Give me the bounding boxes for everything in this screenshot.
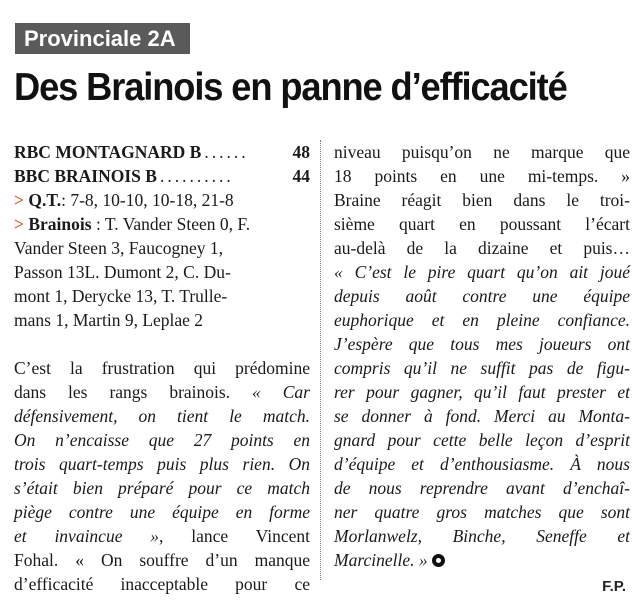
triangle-arrow-icon: >	[14, 214, 24, 234]
article-line: sième quart en poussant l’écart	[334, 214, 630, 234]
article-line: Marcinelle. »	[334, 548, 630, 572]
article-line: s’était bien préparé pour ce match	[14, 478, 310, 498]
article-line: ner quatre gros matches que sont	[334, 502, 630, 522]
quarter-scores	[14, 188, 310, 212]
leader-dots: ......	[204, 142, 249, 162]
byline: F.P.	[602, 578, 626, 595]
article-line: d’équipe et d’enthousiasme. À nous	[334, 454, 630, 474]
article-line: On n’encaisse que 27 points en	[14, 430, 310, 450]
article-line: se donner à fond. Merci au Monta-	[334, 406, 630, 426]
article-line: Braine réagit bien dans le troi-	[334, 190, 630, 210]
lineup-line: Passon 13L. Dumont 2, C. Du-	[14, 262, 231, 282]
left-column	[14, 140, 310, 596]
article-line: 18 points en une mi-temps. »	[334, 166, 630, 186]
result-row-away	[14, 164, 310, 188]
lineup-line: mans 1, Martin 9, Leplae 2	[14, 310, 204, 330]
team-name: BBC BRAINOIS B	[14, 166, 157, 186]
article-line: piège contre une équipe en forme	[14, 502, 310, 522]
article-line: Fohal. « On souffre d’un manque	[14, 550, 310, 570]
headline: Des Brainois en panne d’efficacité	[14, 66, 567, 109]
article-line: d’efficacité inacceptable pour ce	[14, 574, 310, 594]
section-kicker: Provinciale 2A	[15, 23, 190, 54]
article-line: Morlanwelz, Binche, Seneffe et	[334, 526, 630, 546]
article-body-right	[334, 140, 630, 572]
lineup-line: > Brainois : T. Vander Steen 0, F.	[14, 214, 251, 234]
lineup-label: Brainois	[28, 214, 92, 234]
end-of-article-icon	[432, 554, 445, 567]
lineup-line: Vander Steen 3, Faucogney 1,	[14, 238, 223, 258]
column-divider	[320, 140, 321, 580]
team-name: RBC MONTAGNARD B	[14, 142, 202, 162]
article-body-left	[14, 356, 310, 596]
article-line: euphorique et en pleine confiance.	[334, 310, 630, 330]
quarter-label: Q.T.	[28, 190, 62, 210]
article-line: niveau puisqu’on ne marque que	[334, 142, 630, 162]
article-line: « C’est le pire quart qu’on ait joué	[334, 262, 630, 282]
lineup-line: mont 1, Derycke 13, T. Trulle-	[14, 286, 228, 306]
article-line: C’est la frustration qui prédomine	[14, 358, 310, 378]
article-line: de nous reprendre avant d’enchaî-	[334, 478, 630, 498]
article-line: dans les rangs brainois. « Car	[14, 382, 310, 402]
quarter-values: : 7-8, 10-10, 10-18, 21-8	[61, 190, 234, 210]
article-line: au-delà de la dizaine et puis…	[334, 238, 630, 258]
triangle-arrow-icon: >	[14, 190, 24, 210]
leader-dots: ..........	[159, 166, 234, 186]
article-line: trois quart-temps puis plus rien. On	[14, 454, 310, 474]
article-line: et invaincue », lance Vincent	[14, 526, 310, 546]
article-line: gnard pour cette belle leçon d’esprit	[334, 430, 630, 450]
article-line: J’espère que tous mes joueurs ont	[334, 334, 630, 354]
result-row-home	[14, 140, 310, 164]
right-column	[334, 140, 630, 572]
team-score: 48	[292, 142, 310, 162]
lineup	[14, 212, 310, 332]
article-line: compris qu’il ne suffit pas de figu-	[334, 358, 630, 378]
article-line: défensivement, on tient le match.	[14, 406, 310, 426]
article-line: depuis août contre une équipe	[334, 286, 630, 306]
article-line: rer pour gagner, qu’il faut prester et	[334, 382, 630, 402]
team-score: 44	[292, 166, 310, 186]
